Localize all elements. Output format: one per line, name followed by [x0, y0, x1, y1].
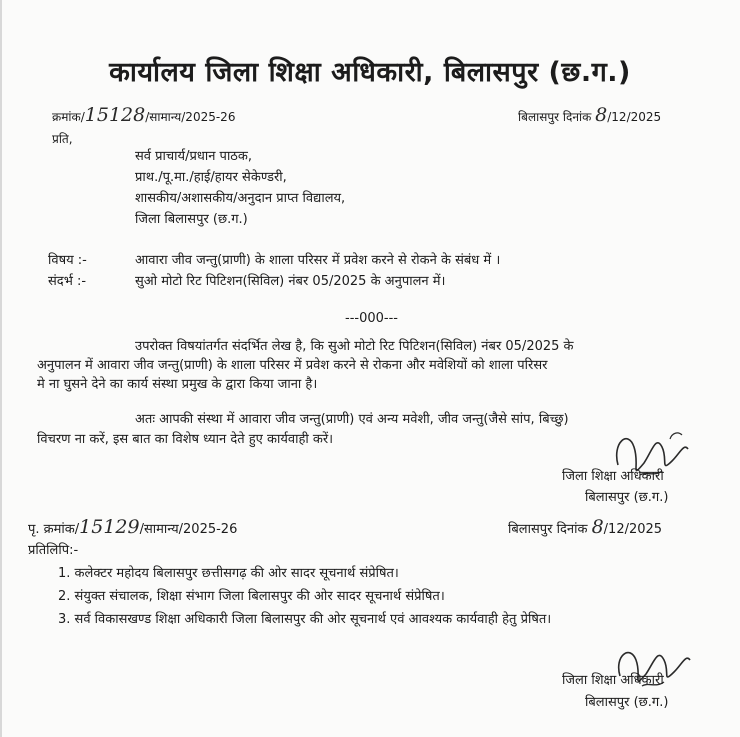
- addressee-line: प्राथ./पू.मा./हाई/हायर सेकेण्डरी,: [135, 170, 287, 185]
- paragraph-1-line: मे ना घुसने देने का कार्य संस्था प्रमुख के द्वारा किया जाना है।: [37, 377, 318, 392]
- paragraph-1-line: उपरोक्त विषयांतर्गत संदर्भित लेख है, कि सुओ मोटो रिट पिटिशन(सिविल) नंबर 05/2025 के: [135, 339, 574, 354]
- to-label: प्रति,: [52, 132, 73, 146]
- signature-1-place: बिलासपुर (छ.ग.): [585, 490, 669, 505]
- copy-item: 3. सर्व विकासखण्ड शिक्षा अधिकारी जिला बिलासपुर की ओर सूचनार्थ एवं आवश्यक कार्यवाही हेतु प्रेषित।: [58, 612, 552, 627]
- subject-label: विषय :-: [48, 253, 87, 268]
- reference-label: संदर्भ :-: [48, 274, 87, 289]
- signature-scribble-1: [600, 425, 695, 495]
- addressee-line: जिला बिलासपुर (छ.ग.): [135, 212, 248, 227]
- copy-item: 1. कलेक्टर महोदय बिलासपुर छत्तीसगढ़ की ओर सादर सूचनार्थ संप्रेषित।: [58, 566, 399, 581]
- signature-2-title: जिला शिक्षा अधिकारी: [562, 673, 664, 688]
- paragraph-2-line: विचरण ना करें, इस बात का विशेष ध्यान देते हुए कार्यवाही करें।: [37, 432, 334, 447]
- date-line-1: बिलासपुर दिनांक 8/12/2025: [518, 104, 662, 126]
- signature-2-place: बिलासपुर (छ.ग.): [585, 695, 669, 710]
- signature-1-title: जिला शिक्षा अधिकारी: [562, 469, 664, 484]
- addressee-line: शासकीय/अशासकीय/अनुदान प्राप्त विद्यालय,: [135, 191, 346, 206]
- reference-text: सुओ मोटो रिट पिटिशन(सिविल) नंबर 05/2025 के अनुपालन में।: [135, 274, 446, 289]
- date-line-2: बिलासपुर दिनांक 8/12/2025: [508, 516, 663, 538]
- paragraph-1-line: अनुपालन में आवारा जीव जन्तु(प्राणी) के शाला परिसर में प्रवेश करने से रोकना और मवेशियों को शाला परिसर: [37, 358, 548, 373]
- paragraph-2-line: अतः आपकी संस्था में आवारा जीव जन्तु(प्राणी) एवं अन्य मवेशी, जीव जन्तु(जैसे सांप, बिच्छु): [135, 412, 569, 427]
- reference-number-2: पृ. क्रमांक/15129/सामान्य/2025-26: [28, 516, 238, 538]
- page-edge: [0, 0, 2, 737]
- copy-item: 2. संयुक्त संचालक, शिक्षा संभाग जिला बिलासपुर की ओर सादर सूचनार्थ संप्रेषित।: [58, 589, 445, 604]
- subject-text: आवारा जीव जन्तु(प्राणी) के शाला परिसर में प्रवेश करने से रोकने के संबंध में ।: [135, 253, 501, 268]
- copy-label: प्रतिलिपि:-: [28, 543, 79, 558]
- office-title: कार्यालय जिला शिक्षा अधिकारी, बिलासपुर (छ.ग.): [109, 57, 631, 88]
- separator: ---000---: [345, 311, 398, 326]
- addressee-line: सर्व प्राचार्य/प्रधान पाठक,: [135, 149, 252, 164]
- reference-number-1: क्रमांक/15128/सामान्य/2025-26: [52, 104, 236, 126]
